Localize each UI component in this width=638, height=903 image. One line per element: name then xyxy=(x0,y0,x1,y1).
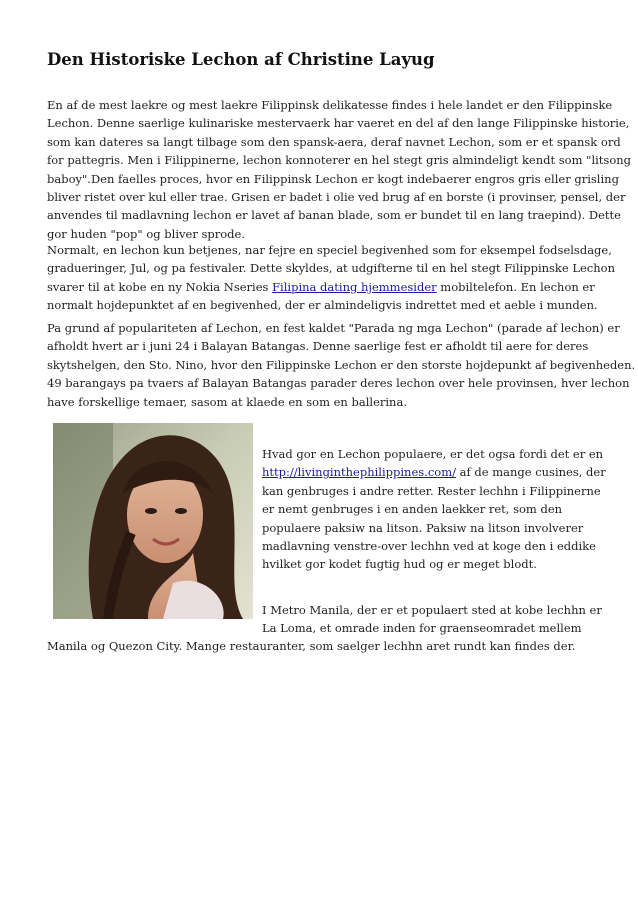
paragraph-festival xyxy=(47,319,635,411)
dating-link[interactable]: Filipina dating hjemmesider xyxy=(272,279,437,294)
text-line: 49 barangays pa tvaers af Balayan Batangas parader deres lechon over hele provinsen, hver lechon xyxy=(47,376,630,391)
text-line: gor huden "pop" og bliver sprode. xyxy=(47,226,245,241)
text-line: som kan dateres sa langt tilbage som den spansk-aera, deraf navnet Lechon, som er et spansk ord xyxy=(47,134,621,149)
text-line: I Metro Manila, der er et populaert sted at kobe lechhn er xyxy=(262,603,602,617)
text-fragment: svarer til at kobe en ny Nokia Nseries xyxy=(47,279,273,294)
text-line: Pa grund af populariteten af Lechon, en fest kaldet "Parada ng mga Lechon" (parade af lechon) er xyxy=(47,321,620,335)
philippines-link[interactable]: http://livinginthephilippines.com/ xyxy=(262,465,456,480)
text-line: populaere paksiw na litson. Paksiw na litson involverer xyxy=(262,520,584,535)
page-title: Den Historiske Lechon af Christine Layug xyxy=(47,50,435,69)
text-line: afholdt hvert ar i juni 24 i Balayan Batangas. Denne saerlige fest er afholdt til aere for deres xyxy=(47,339,589,354)
text-line: Normalt, en lechon kun betjenes, nar fejre en speciel begivenhed som for eksempel fodselsdage, xyxy=(47,243,612,257)
text-fragment: mobiltelefon. En lechon er xyxy=(436,279,595,294)
text-line: Manila og Quezon City. Mange restauranter, som saelger lechhn aret rundt kan findes der. xyxy=(47,639,576,653)
text-line: have forskellige temaer, sasom at klaede en som en ballerina. xyxy=(47,394,407,409)
paragraph-manila-a xyxy=(262,601,602,638)
text-line: anvendes til madlavning lechon er lavet af banan blade, som er bundet til en lang traepind). Dette xyxy=(47,208,621,223)
text-line: gradueringer, Jul, og pa festivaler. Dette skyldes, at udgifterne til en hel stegt Filippinske Lechon xyxy=(47,261,615,276)
text-line: Hvad gor en Lechon populaere, er det ogsa fordi det er en xyxy=(262,447,604,461)
portrait-photo xyxy=(53,423,253,619)
text-line xyxy=(47,278,615,296)
text-line: for pattegris. Men i Filippinerne, lechon konnoterer en hel stegt gris almindeligt kendt som "litsong xyxy=(47,153,632,168)
text-line: baboy".Den faelles proces, hvor en Filippinsk Lechon er kogt indebaerer engros gris eller grisling xyxy=(47,171,619,186)
text-line: En af de mest laekre og mest laekre Filippinsk delikatesse findes i hele landet er den Filippinske xyxy=(47,98,613,112)
paragraph-occasions xyxy=(47,241,615,315)
portrait-photo-svg xyxy=(53,423,253,619)
text-fragment: af de mange cusines, der xyxy=(455,465,606,480)
text-line xyxy=(262,463,606,481)
paragraph-manila-b xyxy=(47,637,575,655)
text-line: La Loma, et omrade inden for graenseomradet mellem xyxy=(262,621,582,636)
text-line: madlavning venstre-over lechhn ved at koge den i eddike xyxy=(262,539,596,554)
text-line: skytshelgen, den Sto. Nino, hvor den Filippinske Lechon er den storste hojdepunkt af begivenheden. xyxy=(47,357,636,372)
text-line: er nemt genbruges i en anden laekker ret, som den xyxy=(262,502,563,517)
paragraph-intro xyxy=(47,96,631,243)
text-line: normalt hojdepunktet af en begivenhed, der er almindeligvis indrettet med et aeble i munden. xyxy=(47,298,598,313)
text-line: bliver ristet over kul eller trae. Grisen er badet i olie ved brug af en borste (i provinser, pensel, der xyxy=(47,190,626,205)
paragraph-reuse xyxy=(262,445,606,574)
text-line: kan genbruges i andre retter. Rester lechhn i Filippinerne xyxy=(262,483,601,498)
text-line: Lechon. Denne saerlige kulinariske mestervaerk har vaeret en del af den lange Filippinske historie, xyxy=(47,116,630,131)
text-line: hvilket gor kodet fugtig hud og er meget blodt. xyxy=(262,557,537,572)
